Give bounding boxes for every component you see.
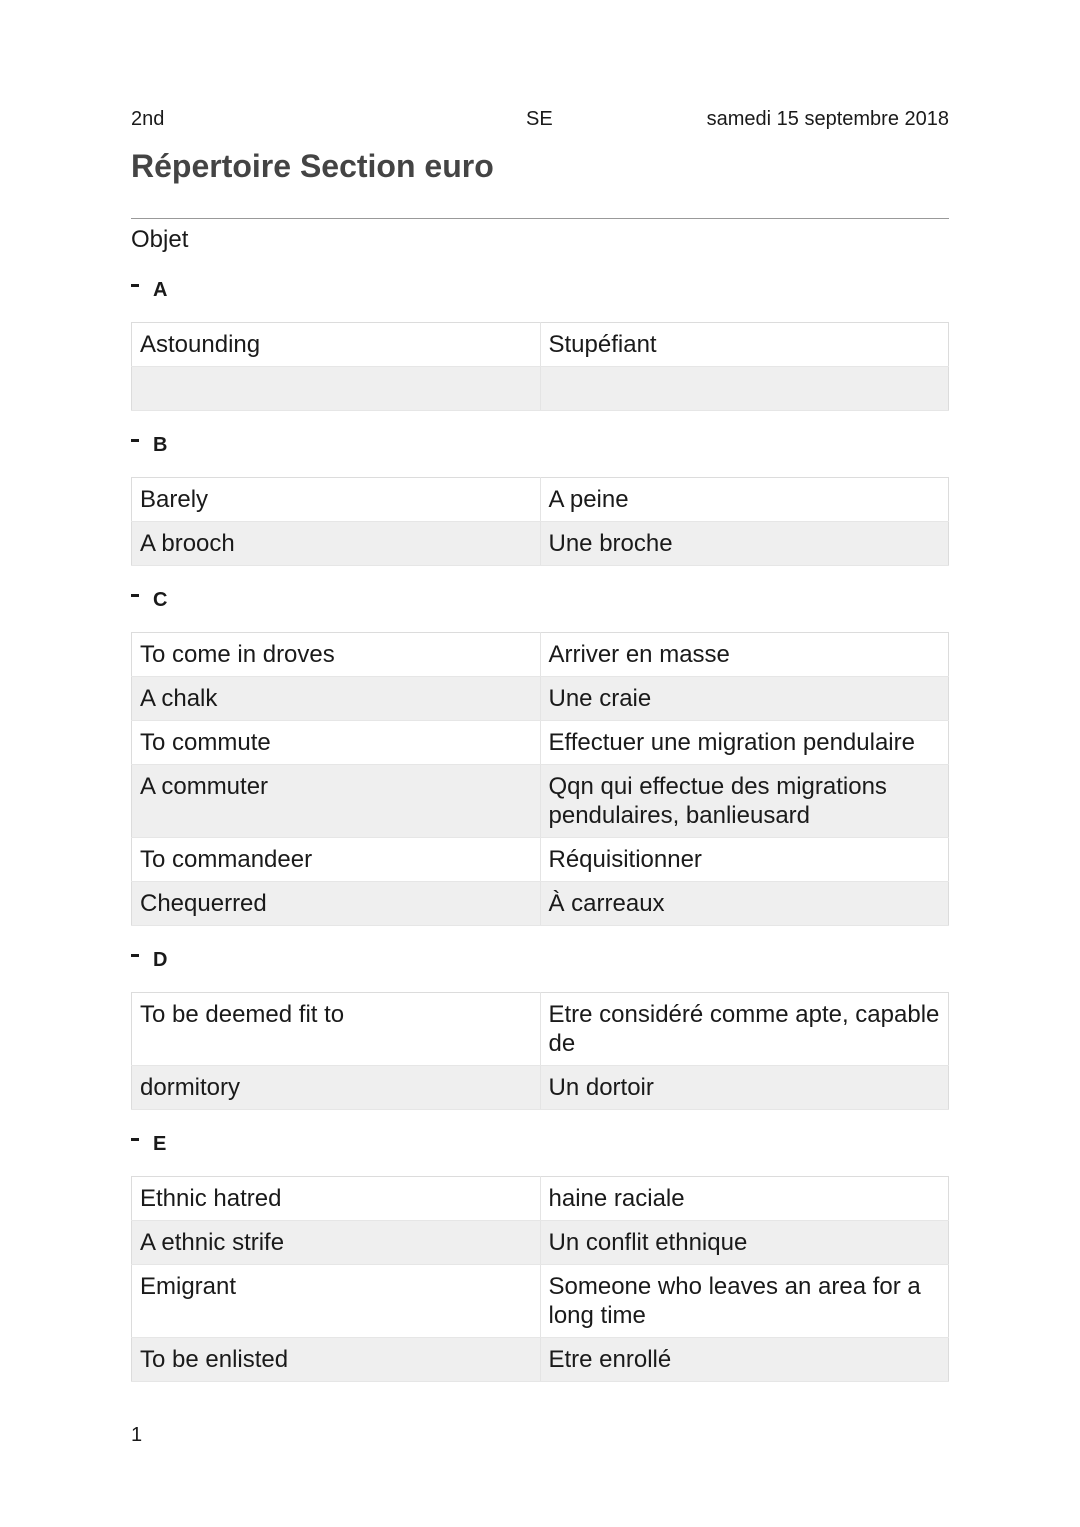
french-translation: Etre considéré comme apte, capable de (540, 993, 949, 1066)
table-row (132, 765, 949, 838)
english-term: dormitory (132, 1066, 541, 1110)
english-term: To be enlisted (132, 1338, 541, 1382)
french-translation (540, 367, 949, 411)
french-translation: Etre enrollé (540, 1338, 949, 1382)
bullet-dash (131, 954, 139, 957)
french-translation: Stupéfiant (540, 323, 949, 367)
section-heading-e (131, 1122, 949, 1166)
title-divider (131, 218, 949, 219)
vocab-table-c (131, 632, 949, 926)
table-row (132, 1338, 949, 1382)
section-heading-a (131, 268, 949, 312)
french-translation: Une craie (540, 677, 949, 721)
section-heading-b (131, 423, 949, 467)
french-translation: Une broche (540, 522, 949, 566)
english-term (132, 367, 541, 411)
section-letter: A (153, 279, 168, 301)
table-row (132, 1177, 949, 1221)
french-translation: Un dortoir (540, 1066, 949, 1110)
table-row (132, 323, 949, 367)
section-heading-c (131, 578, 949, 622)
vocab-table-a (131, 322, 949, 411)
english-term: To commandeer (132, 838, 541, 882)
french-translation: Réquisitionner (540, 838, 949, 882)
bullet-dash (131, 594, 139, 597)
bullet-dash (131, 1138, 139, 1141)
section-heading-d (131, 938, 949, 982)
subtitle-objet: Objet (131, 226, 189, 253)
english-term: Emigrant (132, 1265, 541, 1338)
french-translation: Un conflit ethnique (540, 1221, 949, 1265)
table-row (132, 993, 949, 1066)
header-class-label: 2nd (131, 108, 165, 130)
section-letter: D (153, 949, 168, 971)
english-term: To be deemed fit to (132, 993, 541, 1066)
english-term: A commuter (132, 765, 541, 838)
french-translation: Qqn qui effectue des migrations pendulaires, banlieusard (540, 765, 949, 838)
french-translation: Effectuer une migration pendulaire (540, 721, 949, 765)
table-row (132, 1221, 949, 1265)
bullet-dash (131, 284, 139, 287)
table-row (132, 1066, 949, 1110)
table-row (132, 633, 949, 677)
english-term: To commute (132, 721, 541, 765)
table-row (132, 838, 949, 882)
section-letter: B (153, 434, 168, 456)
english-term: To come in droves (132, 633, 541, 677)
french-translation: À carreaux (540, 882, 949, 926)
table-row (132, 478, 949, 522)
vocab-table-d (131, 992, 949, 1110)
page-title: Répertoire Section euro (131, 148, 494, 184)
vocab-table-e (131, 1176, 949, 1382)
french-translation: Someone who leaves an area for a long time (540, 1265, 949, 1338)
table-row (132, 367, 949, 411)
english-term: Ethnic hatred (132, 1177, 541, 1221)
table-row (132, 882, 949, 926)
english-term: Barely (132, 478, 541, 522)
vocab-table-b (131, 477, 949, 566)
english-term: Chequerred (132, 882, 541, 926)
page-number: 1 (131, 1424, 143, 1446)
table-row (132, 1265, 949, 1338)
vocabulary-sections (131, 268, 949, 1394)
header-date: samedi 15 septembre 2018 (706, 108, 949, 130)
english-term: A ethnic strife (132, 1221, 541, 1265)
bullet-dash (131, 439, 139, 442)
french-translation: haine raciale (540, 1177, 949, 1221)
french-translation: A peine (540, 478, 949, 522)
english-term: A chalk (132, 677, 541, 721)
english-term: A brooch (132, 522, 541, 566)
header-section-label: SE (526, 108, 553, 130)
english-term: Astounding (132, 323, 541, 367)
table-row (132, 522, 949, 566)
table-row (132, 677, 949, 721)
section-letter: C (153, 589, 168, 611)
section-letter: E (153, 1133, 167, 1155)
page-header (131, 108, 949, 136)
french-translation: Arriver en masse (540, 633, 949, 677)
table-row (132, 721, 949, 765)
